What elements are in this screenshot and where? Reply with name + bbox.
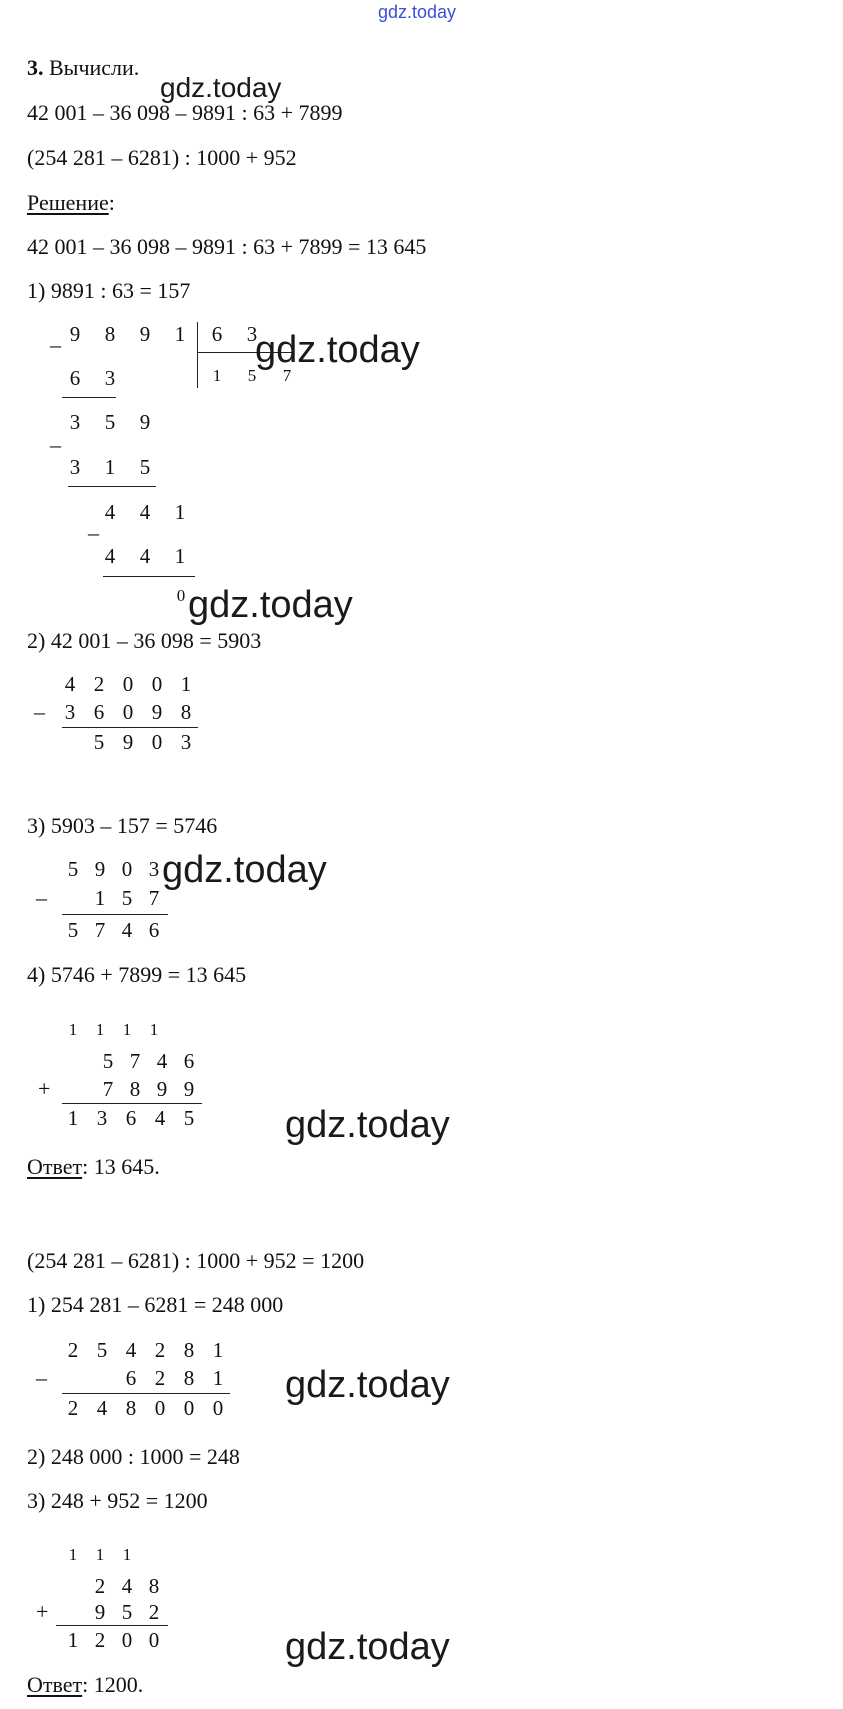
minuend-digit: 4	[125, 1338, 137, 1362]
part2-step2: 2) 248 000 : 1000 = 248	[27, 1444, 240, 1469]
addend-digit: 5	[102, 1049, 114, 1073]
subtrahend-digit: 4	[104, 544, 116, 568]
result-digit: 2	[67, 1396, 79, 1420]
task-number: 3.	[27, 55, 44, 80]
addend-digit: 7	[129, 1049, 141, 1073]
expression-1: 42 001 – 36 098 – 9891 : 63 + 7899	[27, 100, 343, 125]
result-digit: 5	[93, 730, 105, 754]
minus-sign: –	[36, 885, 47, 910]
addend-digit: 8	[129, 1077, 141, 1101]
quotient-digit: 5	[247, 366, 257, 385]
plus-sign: +	[38, 1076, 51, 1101]
division-line	[103, 576, 195, 577]
minuend-digit: 3	[148, 857, 160, 881]
minuend-digit: 5	[67, 857, 79, 881]
addend-digit: 8	[148, 1574, 160, 1598]
result-digit: 0	[212, 1396, 224, 1420]
result-line	[62, 727, 198, 728]
result-digit: 8	[125, 1396, 137, 1420]
sum-digit: 4	[154, 1106, 166, 1130]
result-line	[62, 914, 168, 915]
minuend-digit: 1	[180, 672, 192, 696]
sum-digit: 5	[183, 1106, 195, 1130]
subtrahend-digit: 3	[104, 366, 116, 390]
result-digit: 0	[151, 730, 163, 754]
watermark: gdz.today	[285, 1626, 450, 1668]
part2-line: (254 281 – 6281) : 1000 + 952 = 1200	[27, 1248, 365, 1273]
remainder-digit: 9	[139, 410, 151, 434]
watermark: gdz.today	[162, 849, 327, 891]
addend-digit: 4	[121, 1574, 133, 1598]
addend-digit: 4	[156, 1049, 168, 1073]
watermark: gdz.today	[285, 1364, 450, 1406]
subtrahend-digit: 8	[183, 1366, 195, 1390]
result-digit: 9	[122, 730, 134, 754]
subtrahend-digit: 6	[93, 700, 105, 724]
expression-2: (254 281 – 6281) : 1000 + 952	[27, 145, 297, 170]
answer-value: : 13 645.	[82, 1154, 160, 1179]
part2-step3: 3) 248 + 952 = 1200	[27, 1488, 208, 1513]
sum-digit: 6	[125, 1106, 137, 1130]
division-bar	[197, 322, 198, 388]
part1-step3: 3) 5903 – 157 = 5746	[27, 813, 218, 838]
solution-heading	[27, 190, 115, 216]
minus-sign: –	[36, 1365, 47, 1390]
solution-label: Решение	[27, 190, 109, 215]
part1-line: 42 001 – 36 098 – 9891 : 63 + 7899 = 13 645	[27, 234, 427, 259]
carry-digit: 1	[95, 1020, 105, 1039]
task-header	[27, 55, 139, 81]
addend-digit: 9	[183, 1077, 195, 1101]
minus-sign: –	[34, 699, 45, 724]
division-minus-2: –	[50, 432, 61, 457]
dividend-digit: 8	[104, 322, 116, 346]
carry-digit: 1	[122, 1545, 132, 1564]
minuend-digit: 0	[151, 672, 163, 696]
answer-value: : 1200.	[82, 1672, 144, 1697]
sum-digit: 1	[67, 1628, 79, 1652]
part2-step1: 1) 254 281 – 6281 = 248 000	[27, 1292, 284, 1317]
watermark-top: gdz.today	[378, 2, 457, 22]
carry-digit: 1	[149, 1020, 159, 1039]
answer-label: Ответ	[27, 1154, 83, 1179]
subtrahend-digit: 5	[139, 455, 151, 479]
sum-digit: 0	[121, 1628, 133, 1652]
division-line	[68, 486, 156, 487]
quotient-digit: 7	[282, 366, 292, 385]
result-digit: 4	[96, 1396, 108, 1420]
addend-digit: 7	[102, 1077, 114, 1101]
subtrahend-digit: 3	[64, 700, 76, 724]
result-line	[56, 1625, 168, 1626]
dividend-digit: 9	[139, 322, 151, 346]
subtrahend-digit: 4	[139, 544, 151, 568]
subtrahend-digit: 3	[69, 455, 81, 479]
minuend-digit: 9	[94, 857, 106, 881]
remainder-digit: 4	[104, 500, 116, 524]
carry-digit: 1	[122, 1020, 132, 1039]
subtrahend-digit: 8	[180, 700, 192, 724]
sum-digit: 2	[94, 1628, 106, 1652]
carry-digit: 1	[95, 1545, 105, 1564]
watermark: gdz.today	[188, 584, 353, 626]
division-line	[62, 397, 116, 398]
result-digit: 0	[183, 1396, 195, 1420]
minuend-digit: 2	[154, 1338, 166, 1362]
division-minus-1: –	[50, 332, 61, 357]
remainder-digit: 3	[69, 410, 81, 434]
remainder-zero: 0	[176, 586, 186, 605]
part1-step2: 2) 42 001 – 36 098 = 5903	[27, 628, 262, 653]
dividend-digit: 1	[174, 322, 186, 346]
plus-sign: +	[36, 1599, 49, 1624]
sum-digit: 0	[148, 1628, 160, 1652]
addend-digit: 2	[148, 1600, 160, 1624]
minuend-digit: 4	[64, 672, 76, 696]
minuend-digit: 0	[122, 672, 134, 696]
minuend-digit: 2	[67, 1338, 79, 1362]
result-digit: 0	[154, 1396, 166, 1420]
carry-digit: 1	[68, 1020, 78, 1039]
watermark: gdz.today	[160, 72, 282, 103]
solution-colon: :	[108, 190, 115, 215]
subtrahend-digit: 9	[151, 700, 163, 724]
result-digit: 7	[94, 918, 106, 942]
task-title: Вычисли.	[49, 55, 140, 80]
answer-label: Ответ	[27, 1672, 83, 1697]
addend-digit: 9	[94, 1600, 106, 1624]
minuend-digit: 8	[183, 1338, 195, 1362]
minuend-digit: 2	[93, 672, 105, 696]
quotient-digit: 1	[212, 366, 222, 385]
sum-digit: 1	[67, 1106, 79, 1130]
carry-digit: 1	[68, 1545, 78, 1564]
subtrahend-digit: 0	[122, 700, 134, 724]
result-digit: 6	[148, 918, 160, 942]
result-digit: 5	[67, 918, 79, 942]
remainder-digit: 5	[104, 410, 116, 434]
addend-digit: 5	[121, 1600, 133, 1624]
subtrahend-digit: 1	[104, 455, 116, 479]
subtrahend-digit: 6	[125, 1366, 137, 1390]
dividend-digit: 9	[69, 322, 81, 346]
divisor-digit: 6	[211, 322, 223, 346]
part2-answer	[27, 1672, 143, 1698]
watermark: gdz.today	[255, 329, 420, 371]
sum-digit: 3	[96, 1106, 108, 1130]
divisor-digit: 3	[246, 322, 258, 346]
subtrahend-digit: 2	[154, 1366, 166, 1390]
subtrahend-digit: 1	[94, 886, 106, 910]
addend-digit: 6	[183, 1049, 195, 1073]
part1-step4: 4) 5746 + 7899 = 13 645	[27, 962, 247, 987]
minuend-digit: 0	[121, 857, 133, 881]
part1-step1: 1) 9891 : 63 = 157	[27, 278, 191, 303]
remainder-digit: 4	[139, 500, 151, 524]
subtrahend-digit: 1	[212, 1366, 224, 1390]
minuend-digit: 1	[212, 1338, 224, 1362]
remainder-digit: 1	[174, 500, 186, 524]
part1-answer	[27, 1154, 160, 1180]
minuend-digit: 5	[96, 1338, 108, 1362]
addend-digit: 9	[156, 1077, 168, 1101]
subtrahend-digit: 6	[69, 366, 81, 390]
addend-digit: 2	[94, 1574, 106, 1598]
subtrahend-digit: 1	[174, 544, 186, 568]
result-line	[62, 1103, 202, 1104]
result-digit: 3	[180, 730, 192, 754]
result-digit: 4	[121, 918, 133, 942]
result-line	[62, 1393, 230, 1394]
subtrahend-digit: 7	[148, 886, 160, 910]
subtrahend-digit: 5	[121, 886, 133, 910]
division-minus-3: –	[88, 520, 99, 545]
watermark: gdz.today	[285, 1104, 450, 1146]
